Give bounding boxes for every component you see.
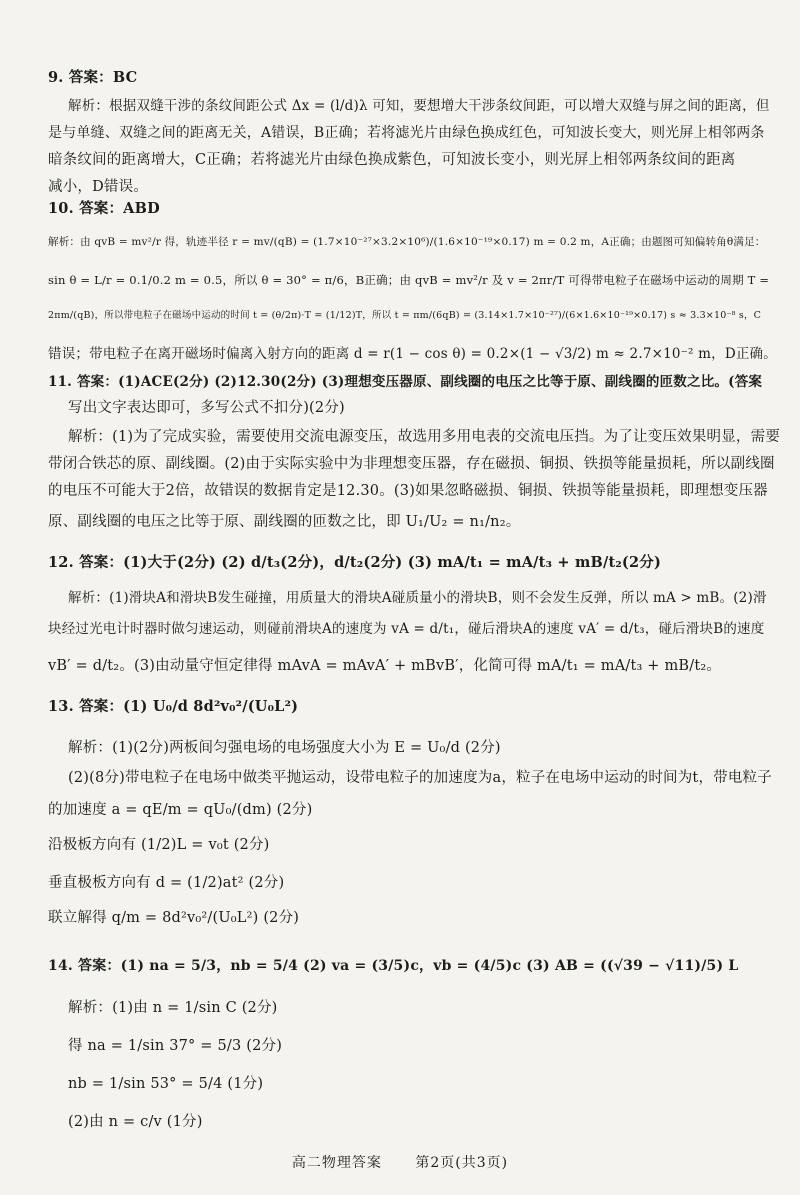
answer-14-analysis-line: 得 na = 1/sin 37° = 5/3 (2分) — [68, 1038, 283, 1054]
answer-12-analysis-line: 块经过光电计时器时做匀速运动，则碰前滑块A的速度为 vA = d/t₁，碰后滑块A的速度 vA′ = d/t₃，碰后滑块B的速度 — [48, 621, 765, 637]
answer-11-analysis-line: 解析：(1)为了完成实验，需要使用交流电源变压，故选用多用电表的交流电压挡。为了让变压效果明显，需要 — [68, 429, 781, 445]
answer-10-analysis-line: 解析：由 qvB = mv²/r 得，轨迹半径 r = mv/(qB) = (1.7×10⁻²⁷×3.2×10⁶)/(1.6×10⁻¹⁹×0.17) m = 0.2 m，A正确；由题图可知偏转角θ满足： — [48, 236, 766, 248]
answer-10-analysis-line: 错误；带电粒子在离开磁场时偏离入射方向的距离 d = r(1 − cos θ) = 0.2×(1 − √3/2) m ≈ 2.7×10⁻² m，D正确。 — [48, 346, 777, 362]
answer-13-analysis-line: 垂直极板方向有 d = (1/2)at² (2分) — [48, 875, 285, 891]
answer-11-analysis-line: 原、副线圈的电压之比等于原、副线圈的匝数之比，即 U₁/U₂ = n₁/n₂。 — [48, 514, 521, 530]
answer-11-analysis-line: 的电压不可能大于2倍，故错误的数据肯定是12.30。(3)如果忽略磁损、铜损、铁损等能量损耗，即理想变压器 — [48, 483, 768, 499]
footer-page-number: 第2页(共3页) — [415, 1155, 509, 1171]
answer-13-analysis-line: 联立解得 q/m = 8d²v₀²/(U₀L²) (2分) — [48, 910, 300, 926]
answer-13-heading: 13. 答案：(1) U₀/d 8d²v₀²/(U₀L²) — [48, 698, 299, 715]
answer-14-analysis-line: (2)由 n = c/v (1分) — [68, 1114, 203, 1130]
answer-13-analysis-line: (2)(8分)带电粒子在电场中做类平抛运动，设带电粒子的加速度为a，粒子在电场中运动的时间为t，带电粒子 — [68, 770, 772, 786]
answer-10-analysis-line: sin θ = L/r = 0.1/0.2 m = 0.5，所以 θ = 30° = π/6，B正确；由 qvB = mv²/r 及 v = 2πr/T 可得带电粒子在磁场中运动的周期 T = — [48, 273, 770, 287]
answer-10-heading: 10. 答案：ABD — [48, 200, 160, 217]
answer-11-analysis-line: 带闭合铁芯的原、副线圈。(2)由于实际实验中为非理想变压器，存在磁损、铜损、铁损等能量损耗，所以副线圈 — [48, 456, 775, 472]
answer-12-analysis-line: 解析：(1)滑块A和滑块B发生碰撞，用质量大的滑块A碰质量小的滑块B，则不会发生反弹，所以 mA > mB。(2)滑 — [68, 590, 767, 606]
answer-9-analysis-line: 暗条纹间的距离增大，C正确；若将滤光片由绿色换成紫色，可知波长变小，则光屏上相邻两条纹间的距离 — [48, 152, 736, 168]
answer-9-analysis-line: 是与单缝、双缝之间的距离无关，A错误，B正确；若将滤光片由绿色换成红色，可知波长变大，则光屏上相邻两条 — [48, 125, 765, 141]
answer-9-analysis-line: 解析：根据双缝干涉的条纹间距公式 Δx = (l/d)λ 可知，要想增大干涉条纹间距，可以增大双缝与屏之间的距离，但 — [68, 98, 770, 114]
answer-13-analysis-line: 沿极板方向有 (1/2)L = v₀t (2分) — [48, 837, 270, 853]
answer-11-line: 写出文字表达即可，多写公式不扣分)(2分) — [68, 400, 345, 416]
page-footer — [0, 1152, 800, 1172]
answer-14-analysis-line: 解析：(1)由 n = 1/sin C (2分) — [68, 1000, 278, 1016]
answer-12-analysis-line: vB′ = d/t₂。(3)由动量守恒定律得 mAvA = mAvA′ + mBvB′，化简可得 mA/t₁ = mA/t₃ + mB/t₂。 — [48, 658, 722, 674]
answer-13-analysis-line: 的加速度 a = qE/m = qU₀/(dm) (2分) — [48, 802, 313, 818]
answer-12-heading: 12. 答案：(1)大于(2分) (2) d/t₃(2分)，d/t₂(2分) (3) mA/t₁ = mA/t₃ + mB/t₂(2分) — [48, 554, 662, 571]
answer-11-heading: 11. 答案：(1)ACE(2分) (2)12.30(2分) (3)理想变压器原、副线圈的电压之比等于原、副线圈的匝数之比。(答案 — [48, 374, 763, 390]
answer-9-heading: 9. 答案：BC — [48, 69, 138, 86]
footer-subject: 高二物理答案 — [291, 1155, 382, 1171]
answer-14-analysis-line: nb = 1/sin 53° = 5/4 (1分) — [68, 1076, 264, 1092]
answer-9-analysis-line: 减小，D错误。 — [48, 179, 149, 195]
answer-10-analysis-line: 2πm/(qB)，所以带电粒子在磁场中运动的时间 t = (θ/2π)·T = (1/12)T，所以 t = πm/(6qB) = (3.14×1.7×10⁻²⁷)/(6×1.6×10⁻¹⁹×0.17) s ≈ 3.3×10⁻⁸ s，C — [48, 310, 762, 321]
answer-14-heading: 14. 答案：(1) na = 5/3，nb = 5/4 (2) va = (3/5)c，vb = (4/5)c (3) AB = ((√39 − √11)/5) L — [48, 958, 739, 974]
answer-13-analysis-line: 解析：(1)(2分)两板间匀强电场的电场强度大小为 E = U₀/d (2分) — [68, 740, 501, 756]
